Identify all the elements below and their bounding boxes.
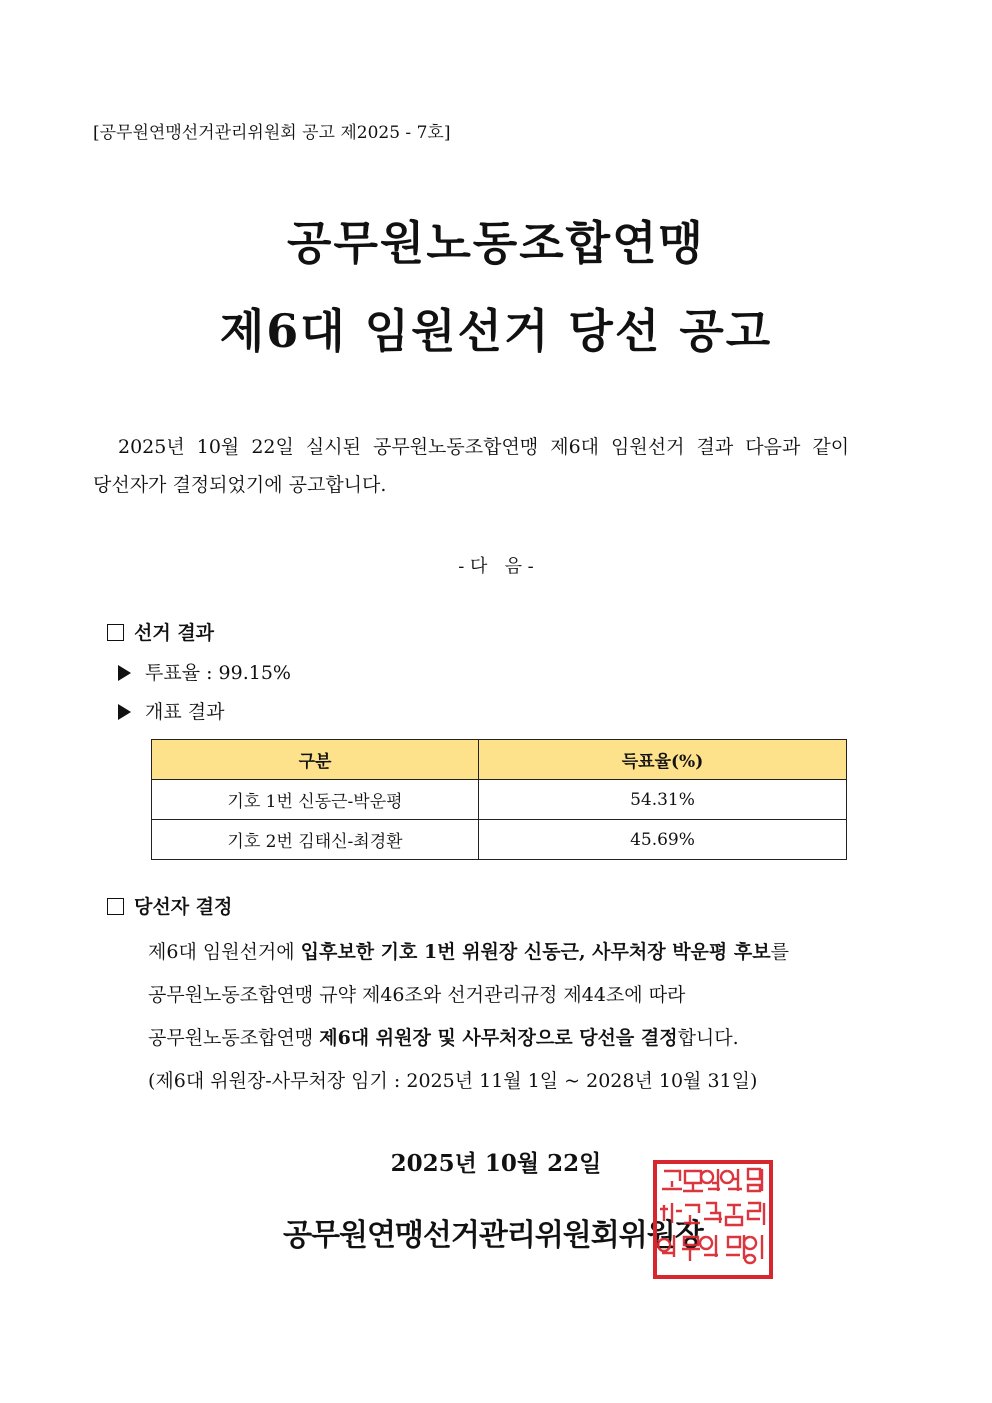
checkbox-square-icon — [107, 898, 124, 915]
table-header-row — [152, 740, 847, 780]
decision-paragraph-line-2: 공무원노동조합연맹 규약 제46조와 선거관리규정 제44조에 따라 — [148, 984, 686, 1006]
title-line-1: 공무원노동조합연맹 — [287, 216, 705, 270]
divider-text: - 다 음 - — [458, 556, 534, 577]
bullet-turnout-text: 투표율 : 99.15% — [145, 662, 291, 684]
text-segment: 합니다. — [677, 1027, 739, 1049]
official-seal-stamp — [652, 1159, 774, 1280]
triangle-bullet-icon — [118, 665, 131, 681]
emphasis-text: 입후보한 기호 1번 위원장 신동근, 사무처장 박운평 후보 — [300, 941, 771, 963]
text-segment: 를 — [770, 941, 789, 963]
bullet-count-result — [118, 697, 224, 724]
rate-cell: 54.31% — [479, 780, 847, 820]
section-heading-results — [107, 618, 214, 645]
section-heading-winner — [107, 892, 232, 919]
table-row — [152, 780, 847, 820]
header-vote-rate: 득표율(%) — [479, 740, 847, 780]
checkbox-square-icon — [107, 624, 124, 641]
text-segment: 제6대 임원선거에 — [148, 941, 301, 963]
intro-line-1: 2025년 10월 22일 실시된 공무원노동조합연맹 제6대 임원선거 결과 다음과 같이 — [118, 436, 850, 458]
table-row — [152, 820, 847, 860]
text-segment: 공무원노동조합연맹 — [148, 1027, 320, 1049]
title-line-2: 제6대 임원선거 당선 공고 — [219, 304, 773, 358]
intro-line-2: 당선자가 결정되었기에 공고합니다. — [93, 474, 387, 496]
candidate-cell: 기호 2번 김태신-최경환 — [152, 820, 479, 860]
bullet-count-result-text: 개표 결과 — [145, 701, 225, 723]
announcement-date: 2025년 10월 22일 — [390, 1150, 602, 1177]
emphasis-text: 제6대 위원장 및 사무처장으로 당선을 결정 — [319, 1027, 678, 1049]
results-table — [151, 739, 847, 860]
bullet-turnout — [118, 658, 291, 685]
section-heading-winner-label: 당선자 결정 — [134, 896, 233, 918]
signer-name: 공무원연맹선거관리위원회위원장 — [283, 1218, 703, 1253]
candidate-cell: 기호 1번 신동근-박운평 — [152, 780, 479, 820]
triangle-bullet-icon — [118, 704, 131, 720]
section-heading-results-label: 선거 결과 — [134, 622, 215, 644]
decision-paragraph-line-3 — [148, 1023, 739, 1050]
header-category: 구분 — [152, 740, 479, 780]
rate-cell: 45.69% — [479, 820, 847, 860]
notice-number: [공무원연맹선거관리위원회 공고 제2025 - 7호] — [93, 123, 451, 143]
term-note: (제6대 위원장-사무처장 임기 : 2025년 11월 1일 ~ 2028년 10월 31일) — [148, 1070, 758, 1092]
decision-paragraph-line-1 — [148, 937, 789, 964]
